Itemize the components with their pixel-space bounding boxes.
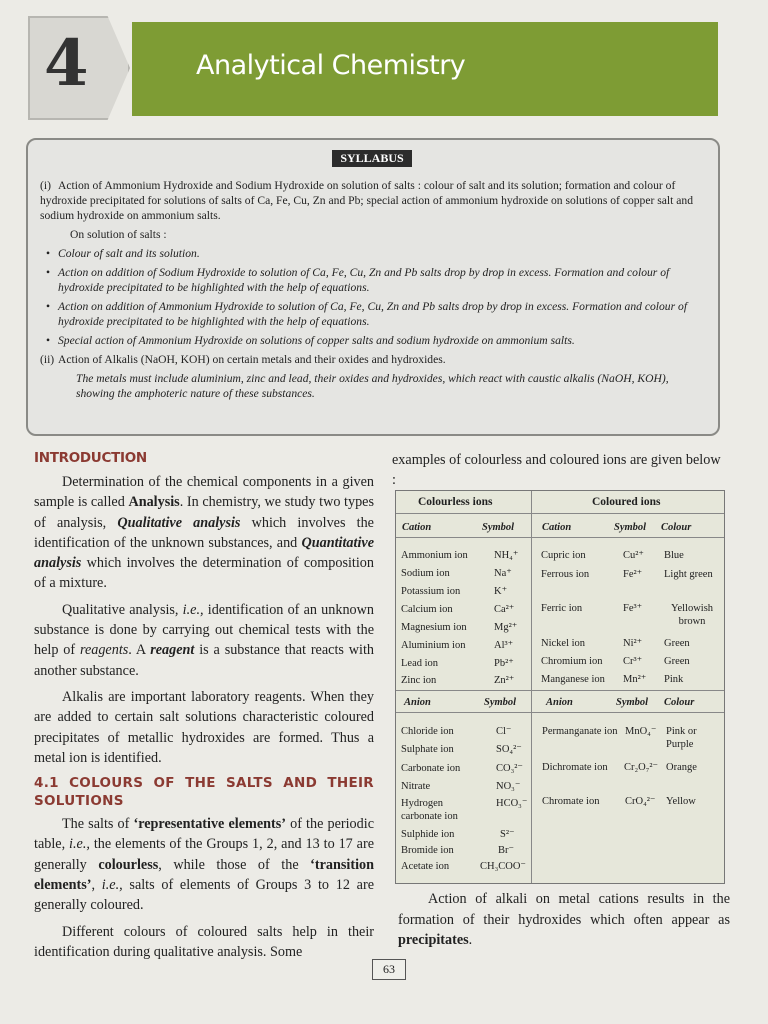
syllabus-item-2 bbox=[40, 352, 708, 367]
term-representative-elements: ‘representative elements’ bbox=[133, 816, 286, 833]
ion-symbol: Fe²⁺ bbox=[623, 569, 643, 580]
syllabus-item-2-index: (ii) bbox=[40, 353, 55, 366]
ion-name: Ammonium ion bbox=[401, 550, 468, 561]
subheader-symbol: Symbol bbox=[484, 697, 517, 708]
syllabus-content bbox=[40, 178, 708, 405]
ion-name: Sulphide ion bbox=[401, 829, 455, 840]
ion-name: Chromate ion bbox=[542, 796, 600, 807]
text-run: which involves the identification of the unknown substances, and bbox=[34, 514, 374, 551]
text-run: which involves the determination of composition of a mixture. bbox=[34, 555, 374, 592]
ion-name: Potassium ion bbox=[401, 586, 461, 597]
table-rule bbox=[396, 513, 724, 514]
term-qualitative-analysis: Qualitative analysis bbox=[117, 514, 241, 531]
term-reagent: reagent bbox=[150, 642, 195, 659]
ion-colour: Green bbox=[664, 638, 690, 649]
page-number: 63 bbox=[372, 959, 406, 980]
text-run: , while those of the bbox=[158, 856, 311, 873]
term-transition-elements: ‘transition elements’ bbox=[34, 856, 375, 894]
term-colourless: colourless bbox=[98, 856, 159, 873]
term-quantitative-analysis: Quantitative analysis bbox=[34, 534, 374, 572]
subheader-cation: Cation bbox=[542, 522, 572, 533]
subheader-cation: Cation bbox=[402, 522, 432, 533]
subheader-symbol: Symbol bbox=[482, 522, 515, 533]
ion-symbol: NH₄⁺ bbox=[494, 550, 519, 561]
syllabus-bullet: • Action on addition of Ammonium Hydroxide to solution of Ca, Fe, Cu, Zn and Pb salts drop by drop in excess. Formation and colour of hydroxide precipitated to be highlighted with the help of equations. bbox=[40, 299, 708, 329]
ion-name: Manganese ion bbox=[541, 674, 605, 685]
ion-name: Chloride ion bbox=[401, 726, 454, 737]
ion-symbol: Mn²⁺ bbox=[623, 674, 647, 685]
text-run: reagents bbox=[79, 642, 129, 659]
header-coloured-ions: Coloured ions bbox=[592, 496, 661, 508]
ion-name: Cupric ion bbox=[541, 550, 586, 561]
ion-symbol: CrO₄²⁻ bbox=[625, 796, 656, 807]
table-rule bbox=[396, 690, 724, 691]
text-run: salts of elements of Groups 3 to 12 are generally coloured. bbox=[34, 877, 374, 914]
ion-name: Nitrate bbox=[401, 781, 431, 792]
ion-symbol: Zn²⁺ bbox=[494, 675, 515, 686]
ion-symbol: HCO₃⁻ bbox=[496, 798, 528, 809]
ion-colour: Orange bbox=[666, 762, 697, 773]
ion-symbol: Na⁺ bbox=[494, 568, 512, 579]
ion-symbol: Cr³⁺ bbox=[623, 656, 643, 667]
text-run: Qualitative analysis, bbox=[62, 601, 183, 618]
introduction-heading: INTRODUCTION bbox=[34, 450, 147, 466]
ion-name: Ferrous ion bbox=[541, 569, 590, 580]
ion-symbol: SO₄²⁻ bbox=[496, 744, 522, 755]
ion-name: Acetate ion bbox=[401, 861, 450, 872]
table-rule bbox=[396, 712, 724, 713]
syllabus-item-2-note: The metals must include aluminium, zinc and lead, their oxides and hydroxides, which react with caustic alkalis (NaOH, KOH), showing the amphoteric nature of these substances. bbox=[76, 372, 669, 400]
ion-name: Aluminium ion bbox=[401, 640, 466, 651]
ion-name: Zinc ion bbox=[401, 675, 437, 686]
ion-symbol: Cr₂O₇²⁻ bbox=[624, 762, 659, 773]
chapter-title: Analytical Chemistry bbox=[196, 50, 466, 81]
ion-colour: Blue bbox=[664, 550, 684, 561]
term-analysis: Analysis bbox=[128, 494, 180, 511]
subheader-colour: Colour bbox=[661, 522, 692, 533]
syllabus-bullet: • Action on addition of Sodium Hydroxide to solution of Ca, Fe, Cu, Zn and Pb salts drop by drop in excess. Formation and colour of hydroxide precipitated to be highlighted with the help of equations. bbox=[40, 265, 708, 295]
subheader-anion: Anion bbox=[404, 697, 431, 708]
text-run: i.e., bbox=[182, 601, 204, 618]
ion-symbol: Al³⁺ bbox=[494, 640, 514, 651]
ion-name: Nickel ion bbox=[541, 638, 586, 649]
ion-symbol: K⁺ bbox=[494, 586, 508, 597]
syllabus-bullet: • Colour of salt and its solution. bbox=[40, 246, 708, 261]
syllabus-item-1-index: (i) bbox=[40, 179, 51, 192]
ion-symbol: S²⁻ bbox=[500, 829, 515, 840]
ion-symbol: Cu²⁺ bbox=[623, 550, 644, 561]
text-run: The salts of bbox=[62, 816, 134, 833]
subheader-symbol: Symbol bbox=[616, 697, 649, 708]
ion-name: Lead ion bbox=[401, 658, 439, 669]
syllabus-label: SYLLABUS bbox=[332, 150, 412, 167]
chapter-number: 4 bbox=[44, 26, 89, 101]
ion-symbol: Mg²⁺ bbox=[494, 622, 518, 633]
intro-paragraph-2 bbox=[34, 600, 374, 681]
term-precipitates: precipitates bbox=[398, 932, 469, 948]
syllabus-item-1-sub: On solution of salts : bbox=[70, 228, 167, 241]
ion-name: Permanganate ion bbox=[542, 726, 618, 737]
ion-name: Calcium ion bbox=[401, 604, 453, 615]
text-run: i.e., bbox=[69, 836, 90, 853]
text-run: . In chemistry, we study two types of analysis, bbox=[34, 494, 374, 531]
left-column bbox=[34, 472, 374, 962]
table-divider bbox=[531, 491, 532, 883]
table-rule bbox=[396, 537, 724, 538]
intro-paragraph-3: Alkalis are important laboratory reagents. When they are added to certain salt solutions characteristic coloured precipitates of metallic hydroxides are formed. Thus a metal ion is identified. bbox=[34, 688, 374, 766]
ion-symbol: CO₃²⁻ bbox=[496, 763, 523, 774]
text-run: of the periodic table, bbox=[34, 816, 374, 853]
section-paragraph-1 bbox=[34, 814, 374, 915]
ion-symbol: Ca²⁺ bbox=[494, 604, 515, 615]
text-run: Action of alkali on metal cations results in the formation of their hydroxides which often appear as bbox=[398, 891, 730, 928]
subheader-anion: Anion bbox=[546, 697, 573, 708]
syllabus-item-2-text: Action of Alkalis (NaOH, KOH) on certain metals and their oxides and hydroxides. bbox=[58, 353, 446, 366]
ion-colour: Pink bbox=[664, 674, 684, 685]
syllabus-item-1-text: Action of Ammonium Hydroxide and Sodium Hydroxide on solution of salts : colour of salt and its solution; formation and colour of hydroxide precipitated for solutions of salts of Ca, Fe, Cu, Zn and Pb; special action of ammonium hydroxide on solutions of copper salt and sodium hydroxide on ammonium salts. bbox=[40, 179, 693, 222]
table-intro-text: examples of colourless and coloured ions are given below : bbox=[392, 452, 721, 488]
text-run: i.e., bbox=[101, 877, 123, 894]
text-run: . A bbox=[128, 642, 151, 659]
header-colourless-ions: Colourless ions bbox=[418, 496, 493, 508]
ion-name: Dichromate ion bbox=[542, 762, 608, 773]
text-run: Determination of the chemical components in a given sample is called bbox=[34, 474, 374, 511]
intro-paragraph-1 bbox=[34, 472, 374, 594]
ion-colour: Green bbox=[664, 656, 690, 667]
ion-name: Sodium ion bbox=[401, 568, 450, 579]
text-run: . bbox=[468, 932, 473, 948]
ion-symbol: CH₃COO⁻ bbox=[480, 861, 526, 872]
subheader-symbol: Symbol bbox=[614, 522, 647, 533]
text-run: , bbox=[91, 877, 102, 894]
right-column-text bbox=[398, 889, 730, 951]
text-run: is a substance that reacts with another substance. bbox=[34, 642, 374, 679]
ion-symbol: Fe³⁺ bbox=[623, 603, 643, 614]
ion-symbol: NO₃⁻ bbox=[496, 781, 521, 792]
ion-name: Carbonate ion bbox=[401, 763, 461, 774]
section-heading-4-1: 4.1 COLOURS OF THE SALTS AND THEIR SOLUTIONS bbox=[34, 775, 374, 810]
ion-name: Magnesium ion bbox=[401, 622, 467, 633]
ion-symbol: Ni²⁺ bbox=[623, 638, 643, 649]
section-paragraph-2: Different colours of coloured salts help in their identification during qualitative analysis. Some bbox=[34, 923, 374, 960]
ion-name: Hydrogen carbonate ion bbox=[401, 798, 458, 822]
ion-name: Ferric ion bbox=[541, 603, 583, 614]
alkali-action-paragraph bbox=[398, 889, 730, 951]
text-run: identification of an unknown substance is done by carrying out chemical tests with the help of bbox=[34, 601, 374, 659]
ion-name: Bromide ion bbox=[401, 845, 454, 856]
syllabus-item-1 bbox=[40, 178, 708, 223]
ion-colour: Light green bbox=[664, 569, 713, 580]
ion-colour: Pink or Purple bbox=[666, 726, 697, 750]
subheader-colour: Colour bbox=[664, 697, 695, 708]
ion-symbol: MnO₄⁻ bbox=[625, 726, 657, 737]
syllabus-bullet: • Special action of Ammonium Hydroxide on solutions of copper salts and sodium hydroxide on ammonium salts. bbox=[40, 333, 708, 348]
ion-name: Chromium ion bbox=[541, 656, 603, 667]
ion-symbol: Br⁻ bbox=[498, 845, 515, 856]
ion-symbol: Pb²⁺ bbox=[494, 658, 514, 669]
ions-table bbox=[395, 490, 725, 884]
ion-symbol: Cl⁻ bbox=[496, 726, 512, 737]
text-run: the elements of the Groups 1, 2, and 13 to 17 are generally bbox=[34, 836, 374, 873]
ion-colour: Yellow bbox=[666, 796, 696, 807]
ion-colour: Yellowish brown bbox=[670, 603, 714, 627]
ion-name: Sulphate ion bbox=[401, 744, 454, 755]
